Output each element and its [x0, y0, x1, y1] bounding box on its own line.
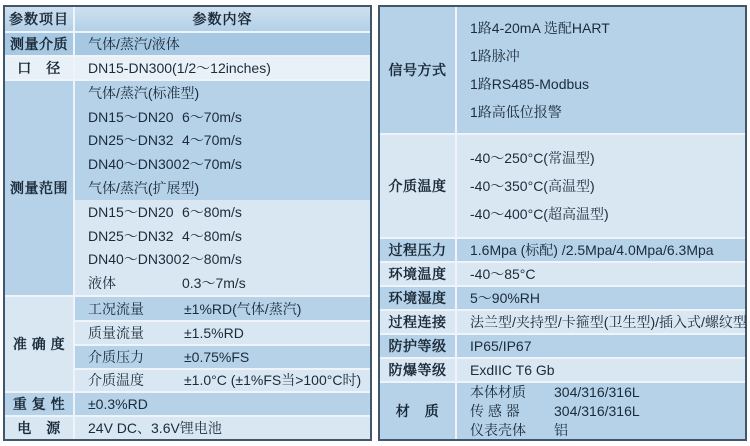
row-repeatability — [5, 391, 370, 415]
ambient-temperature-label: 环境温度 — [380, 263, 457, 285]
material-line — [457, 402, 745, 421]
protection-rating-label: 防护等级 — [380, 335, 457, 357]
accuracy-line — [75, 297, 370, 320]
range-line — [75, 81, 370, 105]
material-lines — [457, 383, 745, 439]
medium-temperature-label: 介质温度 — [380, 135, 457, 237]
material-name: 本体材质 — [470, 384, 526, 400]
row-ambient-temperature — [380, 261, 745, 285]
measuring-range-label: 测量范围 — [5, 81, 75, 295]
range-line — [75, 200, 370, 224]
range-value: 2～80m/s — [182, 251, 242, 268]
accuracy-value: ±1%RD(气体/蒸汽) — [184, 300, 302, 317]
range-value: 6～80m/s — [182, 203, 242, 220]
accuracy-name: 工况流量 — [88, 300, 144, 317]
repeatability-label: 重 复 性 — [5, 393, 75, 415]
measuring-medium-label: 测量介质 — [5, 33, 75, 55]
range-name: DN40～DN300 — [88, 156, 182, 173]
row-power — [5, 415, 370, 439]
row-protection-rating — [380, 333, 745, 357]
range-line — [75, 152, 370, 176]
range-line — [75, 105, 370, 129]
medium-temperature-line: -40～400°C(超高温型) — [470, 206, 609, 222]
material-value: 304/316/316L — [554, 403, 640, 419]
ambient-humidity-value: 5～90%RH — [470, 290, 541, 306]
process-connection-label: 过程连接 — [380, 311, 457, 333]
range-name: 气体/蒸汽(扩展型) — [88, 180, 200, 196]
row-measuring-range — [5, 79, 370, 295]
range-name: DN15～DN20 — [88, 108, 174, 125]
row-process-connection — [380, 309, 745, 333]
signal-line: 1路RS485-Modbus — [470, 76, 590, 92]
material-value: 304/316/316L — [554, 384, 640, 400]
accuracy-name: 质量流量 — [88, 325, 144, 342]
explosion-proof-rating-label: 防爆等级 — [380, 359, 457, 381]
diameter-label: 口 径 — [5, 57, 75, 79]
range-name: 液体 — [88, 275, 116, 292]
row-measuring-medium — [5, 31, 370, 55]
range-name: 气体/蒸汽(标准型) — [88, 84, 200, 101]
signal-type-label: 信号方式 — [380, 7, 457, 133]
row-signal-type — [380, 7, 745, 133]
material-name: 仪表壳体 — [470, 422, 526, 438]
row-explosion-proof-rating — [380, 357, 745, 381]
range-value: 2～70m/s — [182, 156, 242, 173]
medium-temperature-lines — [457, 135, 745, 237]
process-pressure-label: 过程压力 — [380, 239, 457, 261]
accuracy-line — [75, 368, 370, 392]
range-line — [75, 271, 370, 295]
diameter-value: DN15-DN300(1/2～12inches) — [88, 60, 271, 76]
power-value: 24V DC、3.6V锂电池 — [88, 420, 222, 436]
accuracy-label: 准 确 度 — [5, 297, 75, 391]
material-label: 材 质 — [380, 383, 457, 439]
process-connection-value: 法兰型/夹持型/卡箍型(卫生型)/插入式/螺纹型 — [470, 314, 747, 330]
right-parameter-table — [378, 5, 747, 441]
measuring-medium-value: 气体/蒸汽/液体 — [88, 36, 180, 52]
row-accuracy — [5, 295, 370, 391]
signal-line: 1路高低位报警 — [470, 104, 562, 120]
measuring-range-lines — [75, 81, 370, 295]
header-param-content: 参数内容 — [192, 11, 253, 27]
accuracy-lines — [75, 297, 370, 391]
range-line — [75, 129, 370, 153]
range-value: 6～70m/s — [182, 108, 242, 125]
material-value: 铝 — [554, 422, 568, 438]
range-line — [75, 247, 370, 271]
accuracy-name: 介质温度 — [88, 372, 144, 389]
signal-line: 1路脉冲 — [470, 48, 520, 64]
ambient-temperature-value: -40～85°C — [470, 266, 536, 282]
accuracy-line — [75, 344, 370, 368]
signal-line: 1路4-20mA 选配HART — [470, 20, 610, 36]
row-ambient-humidity — [380, 285, 745, 309]
material-line — [457, 383, 745, 402]
medium-temperature-line: -40～350°C(高温型) — [470, 178, 595, 194]
range-value: 4～70m/s — [182, 132, 242, 149]
header-param-item: 参数项目 — [5, 7, 75, 31]
ambient-humidity-label: 环境湿度 — [380, 287, 457, 309]
medium-temperature-line: -40～250°C(常温型) — [470, 150, 595, 166]
accuracy-line — [75, 320, 370, 344]
row-medium-temperature — [380, 133, 745, 237]
explosion-proof-rating-value: ExdIIC T6 Gb — [470, 362, 555, 378]
row-material — [380, 381, 745, 439]
material-name: 传 感 器 — [470, 403, 520, 419]
protection-rating-value: IP65/IP67 — [470, 338, 532, 354]
power-label: 电 源 — [5, 417, 75, 439]
range-line — [75, 176, 370, 200]
row-process-pressure — [380, 237, 745, 261]
range-name: DN25～DN32 — [88, 132, 174, 149]
accuracy-value: ±0.75%FS — [184, 348, 250, 365]
range-name: DN25～DN32 — [88, 227, 174, 244]
process-pressure-value: 1.6Mpa (标配) /2.5Mpa/4.0Mpa/6.3Mpa — [470, 242, 714, 258]
row-diameter — [5, 55, 370, 79]
left-parameter-table — [3, 5, 372, 441]
material-line — [457, 421, 745, 440]
range-name: DN40～DN300 — [88, 251, 182, 268]
signal-type-lines — [457, 7, 745, 133]
range-value: 0.3～7m/s — [182, 275, 246, 292]
repeatability-value: ±0.3%RD — [88, 396, 148, 412]
accuracy-value: ±1.5%RD — [184, 325, 244, 342]
accuracy-name: 介质压力 — [88, 348, 144, 365]
left-table-header-row — [5, 7, 370, 31]
range-line — [75, 224, 370, 248]
range-value: 4～80m/s — [182, 227, 242, 244]
range-name: DN15～DN20 — [88, 203, 174, 220]
accuracy-value: ±1.0°C (±1%FS当>100°C时) — [184, 372, 362, 389]
